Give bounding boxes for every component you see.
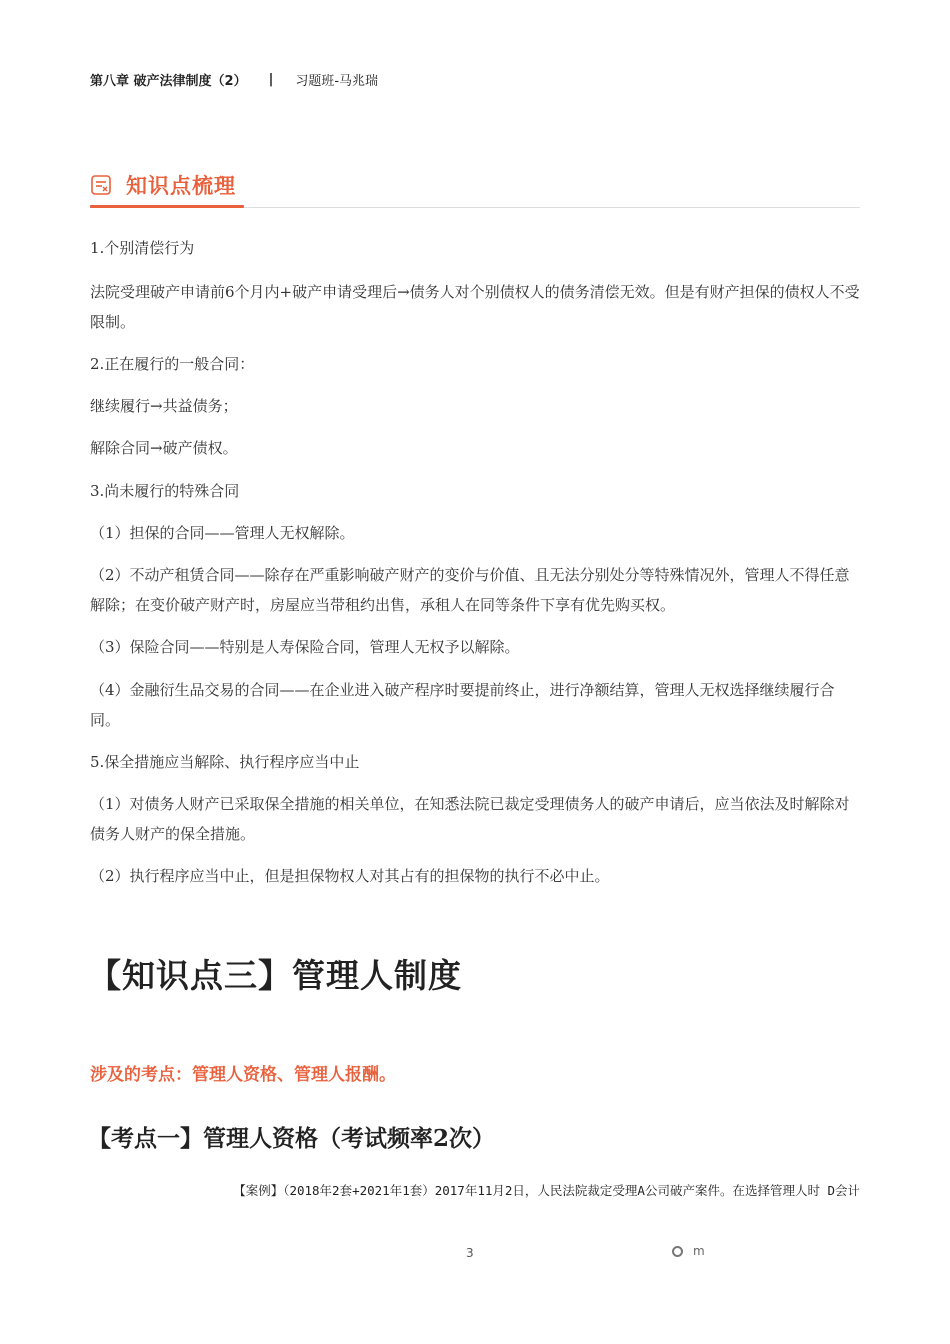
- paragraph: 2.正在履行的一般合同：: [90, 355, 255, 373]
- paragraph: （3）保险合同——特别是人寿保险合同，管理人无权予以解除。: [90, 638, 520, 656]
- course-name: 习题班-马兆瑞: [295, 74, 379, 89]
- paragraph: 5.保全措施应当解除、执行程序应当中止: [90, 753, 360, 771]
- exam-points: 涉及的考点：管理人资格、管理人报酬。: [90, 1065, 396, 1085]
- chapter-title: 第八章 破产法律制度（2）: [90, 74, 247, 89]
- paragraph: （4）金融衍生品交易的合同——在企业进入破产程序时要提前终止，进行净额结算，管理人无权选择继续履行合同。: [90, 681, 835, 729]
- section-title-underline: [90, 205, 244, 208]
- circle-icon: [672, 1246, 683, 1257]
- exam-point-subtitle: 【考点一】管理人资格（考试频率2次）: [88, 1125, 496, 1152]
- paragraph: （2）执行程序应当中止，但是担保物权人对其占有的担保物的执行不必中止。: [90, 867, 610, 885]
- paragraph: （1）对债务人财产已采取保全措施的相关单位，在知悉法院已裁定受理债务人的破产申请后，应当依法及时解除对债务人财产的保全措施。: [90, 795, 850, 843]
- paragraph: 解除合同→破产债权。: [90, 439, 238, 457]
- paragraph: 继续履行→共益债务；: [90, 397, 238, 415]
- paragraph: 法院受理破产申请前6个月内+破产申请受理后→债务人对个别债权人的债务清偿无效。但是有财产担保的债权人不受限制。: [90, 283, 860, 331]
- paragraph: 1.个别清偿行为: [90, 239, 195, 257]
- paragraph: （1）担保的合同——管理人无权解除。: [90, 524, 355, 542]
- footer-mark-text: m: [693, 1244, 705, 1258]
- paragraph: （2）不动产租赁合同——除存在严重影响破产财产的变价与价值、且无法分别处分等特殊情况外，管理人不得任意解除；在变价破产财产时，房屋应当带租约出售，承租人在同等条件下享有优先购买权。: [90, 566, 850, 614]
- knowledge-point-title: 【知识点三】管理人制度: [88, 956, 462, 995]
- page-header: [90, 70, 378, 89]
- page-number: 3: [466, 1246, 474, 1260]
- paragraph: 3.尚未履行的特殊合同: [90, 482, 240, 500]
- footer-mark: [672, 1244, 705, 1258]
- list-document-icon: [90, 174, 112, 196]
- case-text: 【案例】（2018年2套+2021年1套）2017年11月2日，人民法院裁定受理A公司破产案件。在选择管理人时 D会计: [233, 1183, 860, 1198]
- section-title: 知识点梳理: [126, 173, 236, 198]
- header-separator: |: [268, 72, 274, 87]
- section-heading: [90, 170, 860, 210]
